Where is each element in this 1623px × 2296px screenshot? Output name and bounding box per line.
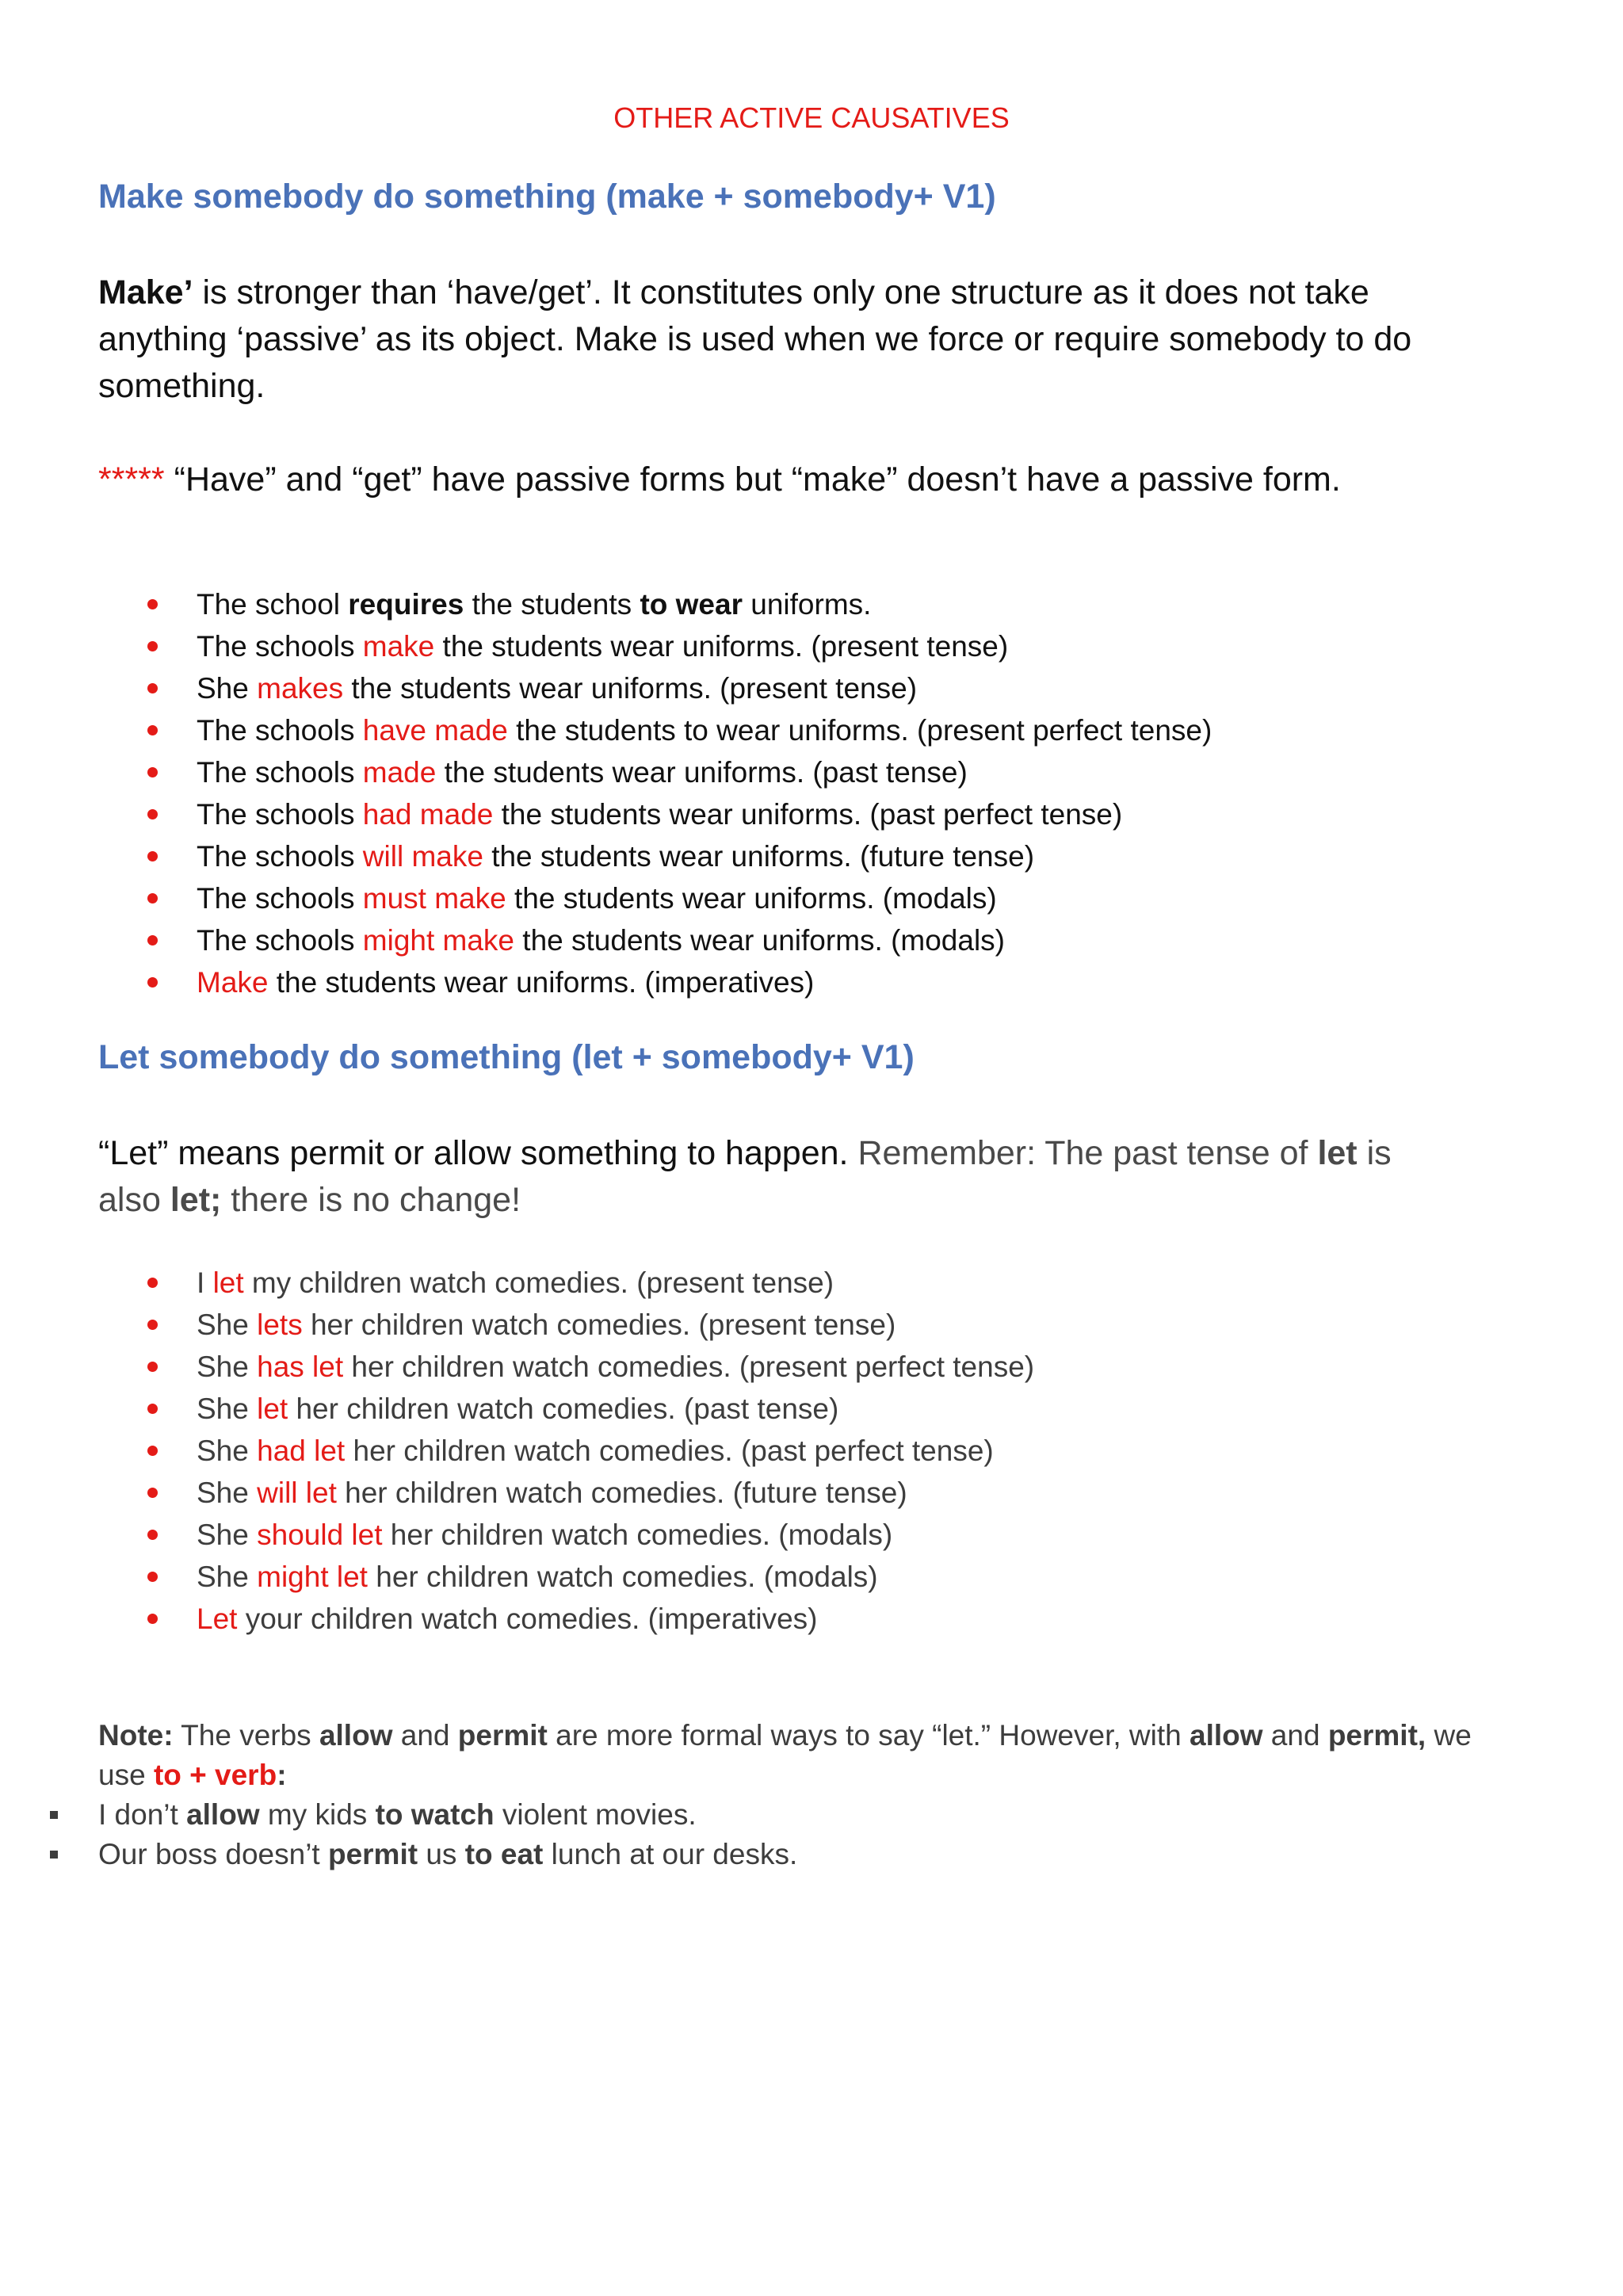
bullet-icon <box>147 1572 158 1582</box>
list-item: The school requires the students to wear uniforms. <box>0 583 1212 625</box>
bullet-icon <box>147 1530 158 1540</box>
let-examples-list <box>0 1262 1034 1640</box>
bullet-icon <box>147 599 158 609</box>
list-item: Let your children watch comedies. (imperatives) <box>0 1598 1034 1640</box>
make-intro-line-2: anything ‘passive’ as its object. Make is used when we force or require somebody to do <box>98 320 1412 358</box>
note-label: Note: <box>98 1719 174 1752</box>
stars-marker: ***** <box>98 460 165 499</box>
list-item: I let my children watch comedies. (present tense) <box>0 1262 1034 1304</box>
list-item: I don’t allow my kids to watch violent movies. <box>0 1795 797 1835</box>
bullet-icon <box>147 851 158 861</box>
list-item: The schools have made the students to wear uniforms. (present perfect tense) <box>0 709 1212 751</box>
list-item: The schools will make the students wear uniforms. (future tense) <box>0 835 1212 877</box>
note-examples-list <box>0 1795 797 1874</box>
make-section-heading: Make somebody do something (make + somebody+ V1) <box>98 178 996 216</box>
note-line-1: Note: The verbs allow and permit are more formal ways to say “let.” However, with allow and permit, we <box>98 1719 1472 1752</box>
list-item: The schools had made the students wear uniforms. (past perfect tense) <box>0 793 1212 835</box>
bullet-icon <box>147 809 158 819</box>
let-intro-line-1: “Let” means permit or allow something to happen. Remember: The past tense of let is <box>98 1134 1392 1172</box>
page-title: OTHER ACTIVE CAUSATIVES <box>613 101 1010 134</box>
bullet-icon <box>147 1488 158 1498</box>
list-item: The schools must make the students wear uniforms. (modals) <box>0 877 1212 919</box>
passive-note-text: “Have” and “get” have passive forms but “make” doesn’t have a passive form. <box>164 460 1341 499</box>
square-bullet-icon <box>50 1851 58 1859</box>
make-intro-line-1 <box>98 269 1369 316</box>
bullet-icon <box>147 935 158 946</box>
bullet-icon <box>147 1614 158 1624</box>
bullet-icon <box>147 977 158 988</box>
make-examples-list <box>0 583 1212 1003</box>
make-intro-line-1-text: is stronger than ‘have/get’. It constitutes only one structure as it does not take <box>193 273 1369 311</box>
bullet-icon <box>147 1320 158 1330</box>
list-item: She has let her children watch comedies. (present perfect tense) <box>0 1346 1034 1388</box>
make-intro-line-3: something. <box>98 367 265 405</box>
bullet-icon <box>147 683 158 693</box>
list-item: Make the students wear uniforms. (imperatives) <box>0 961 1212 1003</box>
note-line-2: use to + verb: <box>98 1759 287 1791</box>
bullet-icon <box>147 893 158 904</box>
list-item: She makes the students wear uniforms. (present tense) <box>0 667 1212 709</box>
list-item: She lets her children watch comedies. (present tense) <box>0 1304 1034 1346</box>
bullet-icon <box>147 1404 158 1414</box>
make-intro-bold: Make’ <box>98 273 193 311</box>
square-bullet-icon <box>50 1811 58 1819</box>
let-section-heading: Let somebody do something (let + somebody+ V1) <box>98 1038 915 1076</box>
bullet-icon <box>147 767 158 777</box>
list-item: She might let her children watch comedies. (modals) <box>0 1556 1034 1598</box>
list-item: She let her children watch comedies. (past tense) <box>0 1388 1034 1430</box>
bullet-icon <box>147 641 158 651</box>
bullet-icon <box>147 725 158 735</box>
passive-note <box>98 457 1341 503</box>
list-item: She will let her children watch comedies. (future tense) <box>0 1472 1034 1514</box>
list-item: The schools make the students wear uniforms. (present tense) <box>0 625 1212 667</box>
bullet-icon <box>147 1278 158 1288</box>
list-item: Our boss doesn’t permit us to eat lunch at our desks. <box>0 1835 797 1874</box>
let-intro-line-2: also let; there is no change! <box>98 1181 521 1219</box>
list-item: She had let her children watch comedies. (past perfect tense) <box>0 1430 1034 1472</box>
list-item: The schools might make the students wear uniforms. (modals) <box>0 919 1212 961</box>
list-item: She should let her children watch comedies. (modals) <box>0 1514 1034 1556</box>
bullet-icon <box>147 1362 158 1372</box>
bullet-icon <box>147 1446 158 1456</box>
list-item: The schools made the students wear uniforms. (past tense) <box>0 751 1212 793</box>
